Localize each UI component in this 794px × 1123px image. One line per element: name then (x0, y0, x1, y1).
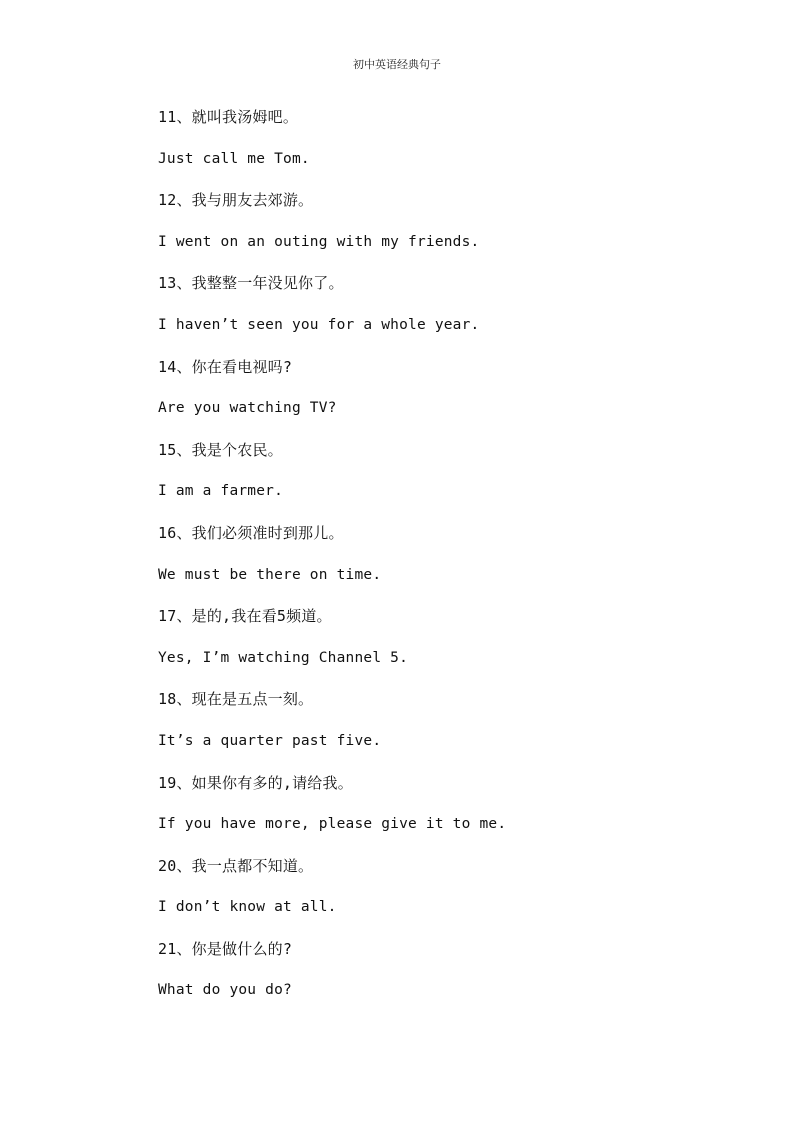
sentence-17-english: Yes, I’m watching Channel 5. (158, 649, 409, 666)
sentence-19-chinese: 19、如果你有多的,请给我。 (158, 773, 353, 792)
sentence-21-chinese: 21、你是做什么的? (158, 939, 293, 958)
sentence-11-chinese: 11、就叫我汤姆吧。 (158, 108, 299, 126)
page-header: 初中英语经典句子 (353, 58, 441, 71)
sentence-21-english: What do you do? (158, 982, 292, 999)
sentence-20-english: I don’t know at all. (158, 899, 337, 916)
sentence-18-chinese: 18、现在是五点一刻。 (158, 690, 314, 709)
sentence-15-english: I am a farmer. (158, 483, 284, 500)
sentence-12-chinese: 12、我与朋友去郊游。 (158, 191, 314, 210)
sentence-13-chinese: 13、我整整一年没见你了。 (158, 274, 344, 293)
sentence-14-chinese: 14、你在看电视吗? (158, 357, 293, 376)
sentence-11-english: Just call me Tom. (158, 150, 310, 167)
sentence-16-chinese: 16、我们必须准时到那儿。 (158, 523, 344, 542)
sentence-14-english: Are you watching TV? (158, 400, 337, 417)
sentence-18-english: It’s a quarter past five. (158, 732, 382, 749)
sentence-13-english: I haven’t seen you for a whole year. (158, 316, 480, 333)
sentence-19-english: If you have more, please give it to me. (158, 816, 507, 833)
sentence-17-chinese: 17、是的,我在看5频道。 (158, 607, 332, 626)
sentence-16-english: We must be there on time. (158, 566, 382, 583)
sentence-list (158, 100, 718, 1015)
sentence-12-english: I went on an outing with my friends. (158, 233, 480, 250)
sentence-20-chinese: 20、我一点都不知道。 (158, 856, 314, 875)
sentence-15-chinese: 15、我是个农民。 (158, 440, 283, 459)
